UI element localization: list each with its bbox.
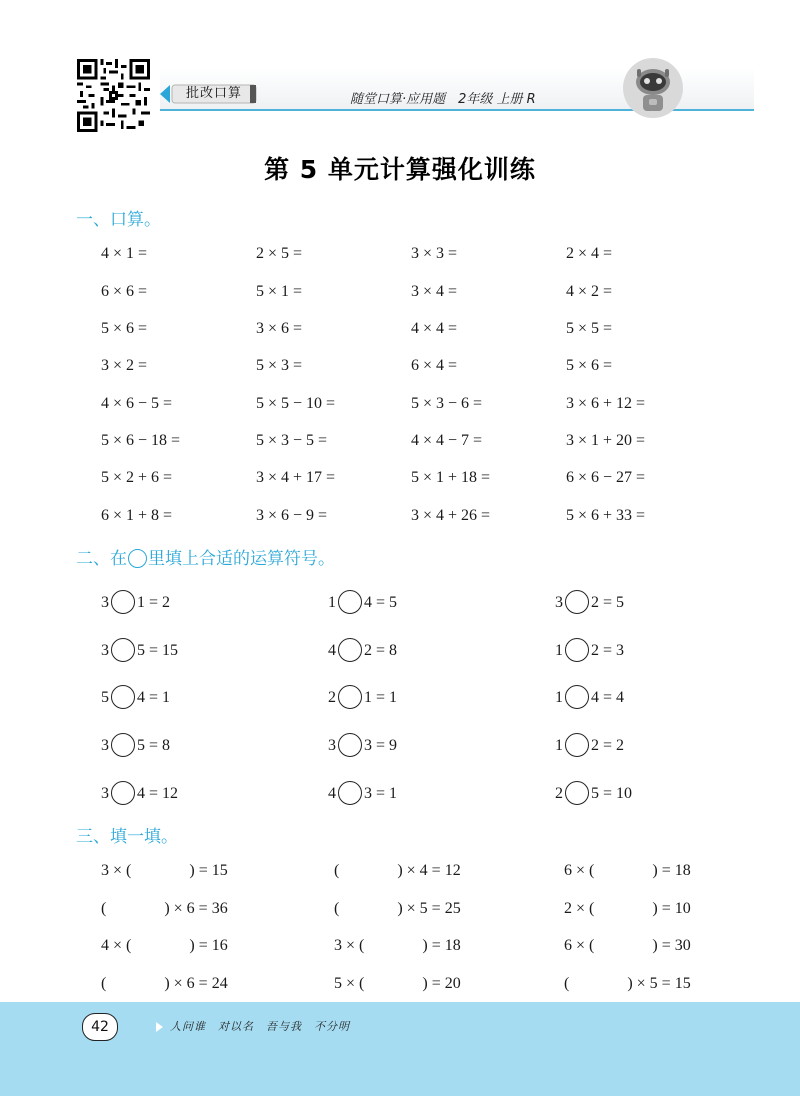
operator-problem bbox=[328, 685, 397, 709]
operator-problem bbox=[101, 685, 170, 709]
blank-prefix: ( bbox=[101, 900, 107, 917]
operator-answer-circle[interactable] bbox=[565, 781, 589, 805]
operand-left: 3 bbox=[328, 737, 336, 754]
blank-suffix: ) × 4 = 12 bbox=[397, 862, 461, 879]
fill-blank-problem bbox=[334, 861, 461, 881]
oral-problem: 4 × 2 = bbox=[566, 283, 613, 300]
oral-problem: 5 × 6 = bbox=[566, 357, 613, 374]
blank-prefix: 3 × ( bbox=[101, 862, 132, 879]
footer-band bbox=[0, 1000, 800, 1096]
oral-problem: 5 × 6 − 18 = bbox=[101, 432, 181, 449]
fill-blank-problem bbox=[101, 899, 228, 919]
operator-answer-circle[interactable] bbox=[565, 733, 589, 757]
oral-problem: 3 × 6 = bbox=[256, 320, 303, 337]
robot-mascot-icon bbox=[622, 57, 684, 119]
oral-problem: 6 × 4 = bbox=[411, 357, 458, 374]
section3-heading: 三、填一填。 bbox=[76, 827, 178, 847]
blank-prefix: 4 × ( bbox=[101, 937, 132, 954]
operand-right: 3 = 9 bbox=[364, 737, 398, 754]
oral-problem: 6 × 6 − 27 = bbox=[566, 469, 646, 486]
footer-divider bbox=[0, 1000, 800, 1002]
footer-motto: 人问谁 对以名 吾与我 不分明 bbox=[170, 1020, 350, 1033]
operand-right: 4 = 4 bbox=[591, 689, 625, 706]
blank-prefix: 2 × ( bbox=[564, 900, 595, 917]
operand-right: 2 = 8 bbox=[364, 642, 398, 659]
operator-problem bbox=[555, 685, 624, 709]
operand-left: 3 bbox=[101, 642, 109, 659]
operand-right: 5 = 15 bbox=[137, 642, 179, 659]
operator-answer-circle[interactable] bbox=[338, 638, 362, 662]
operator-answer-circle[interactable] bbox=[565, 685, 589, 709]
fill-blank-problem bbox=[334, 974, 461, 994]
operand-left: 1 bbox=[555, 689, 563, 706]
oral-problem: 3 × 6 + 12 = bbox=[566, 395, 646, 412]
oral-problem: 5 × 1 + 18 = bbox=[411, 469, 491, 486]
blank-prefix: 5 × ( bbox=[334, 975, 365, 992]
operator-problem bbox=[101, 638, 178, 662]
operand-left: 2 bbox=[555, 785, 563, 802]
blank-suffix: ) × 5 = 25 bbox=[397, 900, 461, 917]
operand-right: 1 = 2 bbox=[137, 594, 171, 611]
fill-blank-problem bbox=[564, 899, 691, 919]
operator-answer-circle[interactable] bbox=[338, 781, 362, 805]
blank-suffix: ) = 15 bbox=[189, 862, 228, 879]
oral-problem: 6 × 6 = bbox=[101, 283, 148, 300]
circle-icon bbox=[128, 549, 147, 568]
oral-problem: 3 × 6 − 9 = bbox=[256, 507, 328, 524]
oral-problem: 3 × 4 = bbox=[411, 283, 458, 300]
fill-blank-problem bbox=[101, 861, 228, 881]
operand-left: 3 bbox=[101, 594, 109, 611]
operator-answer-circle[interactable] bbox=[338, 590, 362, 614]
oral-problem: 3 × 3 = bbox=[411, 245, 458, 262]
oral-problem: 3 × 1 + 20 = bbox=[566, 432, 646, 449]
operand-left: 1 bbox=[555, 737, 563, 754]
oral-problem: 5 × 5 − 10 = bbox=[256, 395, 336, 412]
oral-problem: 5 × 6 = bbox=[101, 320, 148, 337]
qr-code[interactable] bbox=[77, 59, 150, 132]
section1-heading: 一、口算。 bbox=[76, 210, 161, 230]
blank-suffix: ) = 18 bbox=[422, 937, 461, 954]
oral-problem: 5 × 3 − 5 = bbox=[256, 432, 328, 449]
fill-blank-problem bbox=[101, 936, 228, 956]
oral-problem: 2 × 5 = bbox=[256, 245, 303, 262]
operator-answer-circle[interactable] bbox=[565, 590, 589, 614]
oral-problem: 5 × 6 + 33 = bbox=[566, 507, 646, 524]
blank-suffix: ) × 6 = 36 bbox=[164, 900, 228, 917]
operand-left: 3 bbox=[555, 594, 563, 611]
fill-blank-problem bbox=[564, 974, 691, 994]
oral-problem: 2 × 4 = bbox=[566, 245, 613, 262]
operand-right: 4 = 5 bbox=[364, 594, 398, 611]
page-number: 42 bbox=[82, 1013, 118, 1041]
operand-right: 2 = 2 bbox=[591, 737, 625, 754]
operator-problem bbox=[328, 590, 397, 614]
oral-problem: 3 × 4 + 26 = bbox=[411, 507, 491, 524]
operand-left: 4 bbox=[328, 642, 336, 659]
section2-heading-post: 里填上合适的运算符号。 bbox=[148, 549, 335, 569]
oral-problem: 5 × 3 = bbox=[256, 357, 303, 374]
operand-left: 1 bbox=[328, 594, 336, 611]
operand-left: 4 bbox=[328, 785, 336, 802]
blank-suffix: ) = 10 bbox=[652, 900, 691, 917]
operand-right: 2 = 3 bbox=[591, 642, 625, 659]
operator-problem bbox=[328, 781, 397, 805]
operand-right: 2 = 5 bbox=[591, 594, 625, 611]
operand-left: 2 bbox=[328, 689, 336, 706]
blank-suffix: ) = 30 bbox=[652, 937, 691, 954]
blank-prefix: 6 × ( bbox=[564, 937, 595, 954]
operator-answer-circle[interactable] bbox=[111, 590, 135, 614]
fill-blank-problem bbox=[101, 974, 228, 994]
operand-left: 5 bbox=[101, 689, 109, 706]
operator-problem bbox=[555, 733, 624, 757]
operator-problem bbox=[101, 781, 178, 805]
book-title: 随堂口算·应用题 2年级 上册 R bbox=[350, 92, 536, 107]
oral-problem: 4 × 4 − 7 = bbox=[411, 432, 483, 449]
operator-problem bbox=[328, 638, 397, 662]
page-title: 第 5 单元计算强化训练 bbox=[264, 155, 536, 184]
operator-answer-circle[interactable] bbox=[111, 685, 135, 709]
operator-problem bbox=[328, 733, 397, 757]
blank-suffix: ) × 6 = 24 bbox=[164, 975, 228, 992]
operator-problem bbox=[555, 590, 624, 614]
operand-right: 5 = 8 bbox=[137, 737, 171, 754]
blank-prefix: 3 × ( bbox=[334, 937, 365, 954]
operand-right: 1 = 1 bbox=[364, 689, 398, 706]
operand-left: 1 bbox=[555, 642, 563, 659]
oral-problem: 6 × 1 + 8 = bbox=[101, 507, 173, 524]
fill-blank-problem bbox=[334, 936, 461, 956]
operator-problem bbox=[101, 590, 170, 614]
operand-right: 3 = 1 bbox=[364, 785, 398, 802]
operand-right: 5 = 10 bbox=[591, 785, 633, 802]
operand-left: 3 bbox=[101, 785, 109, 802]
oral-problem: 3 × 2 = bbox=[101, 357, 148, 374]
play-triangle-icon bbox=[156, 1022, 163, 1032]
section2-heading bbox=[76, 544, 335, 569]
operand-right: 4 = 12 bbox=[137, 785, 179, 802]
oral-problem: 5 × 5 = bbox=[566, 320, 613, 337]
blank-suffix: ) = 18 bbox=[652, 862, 691, 879]
operand-right: 4 = 1 bbox=[137, 689, 171, 706]
operator-answer-circle[interactable] bbox=[111, 781, 135, 805]
blank-prefix: ( bbox=[334, 862, 340, 879]
operator-answer-circle[interactable] bbox=[338, 733, 362, 757]
operator-answer-circle[interactable] bbox=[111, 638, 135, 662]
blank-prefix: ( bbox=[334, 900, 340, 917]
blank-prefix: ( bbox=[564, 975, 570, 992]
oral-problem: 5 × 2 + 6 = bbox=[101, 469, 173, 486]
operator-answer-circle[interactable] bbox=[565, 638, 589, 662]
oral-problem: 4 × 1 = bbox=[101, 245, 148, 262]
operator-answer-circle[interactable] bbox=[338, 685, 362, 709]
tag-label: 批改口算 bbox=[186, 86, 243, 101]
operator-problem bbox=[101, 733, 170, 757]
oral-problem: 4 × 4 = bbox=[411, 320, 458, 337]
operand-left: 3 bbox=[101, 737, 109, 754]
oral-problem: 5 × 1 = bbox=[256, 283, 303, 300]
oral-problem: 4 × 6 − 5 = bbox=[101, 395, 173, 412]
blank-prefix: ( bbox=[101, 975, 107, 992]
tag-badge bbox=[160, 83, 258, 105]
operator-answer-circle[interactable] bbox=[111, 733, 135, 757]
section2-heading-pre: 二、在 bbox=[76, 549, 127, 569]
oral-problem: 3 × 4 + 17 = bbox=[256, 469, 336, 486]
operator-problem bbox=[555, 638, 624, 662]
fill-blank-problem bbox=[564, 861, 691, 881]
blank-suffix: ) = 16 bbox=[189, 937, 228, 954]
fill-blank-problem bbox=[564, 936, 691, 956]
oral-problem: 5 × 3 − 6 = bbox=[411, 395, 483, 412]
blank-prefix: 6 × ( bbox=[564, 862, 595, 879]
fill-blank-problem bbox=[334, 899, 461, 919]
blank-suffix: ) × 5 = 15 bbox=[627, 975, 691, 992]
operator-problem bbox=[555, 781, 632, 805]
blank-suffix: ) = 20 bbox=[422, 975, 461, 992]
